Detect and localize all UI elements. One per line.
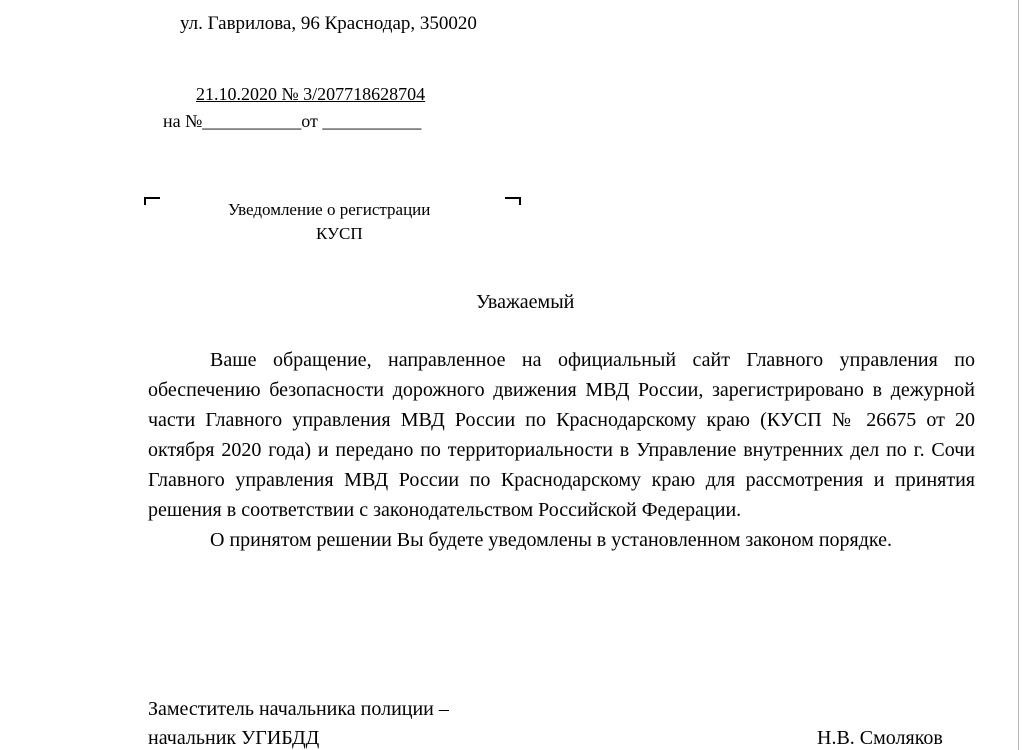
body-paragraph-2: О принятом решении Вы будете уведомлены в установленном законом порядке. bbox=[210, 529, 892, 551]
signer-position-line-2: начальник УГИБДД bbox=[148, 727, 320, 749]
subject-corner-left-mark bbox=[144, 197, 160, 205]
subject-line-1: Уведомление о регистрации bbox=[228, 200, 431, 219]
page-right-border bbox=[1018, 0, 1019, 750]
salutation: Уважаемый bbox=[476, 291, 575, 313]
subject-corner-right-mark bbox=[505, 197, 521, 205]
sender-address: ул. Гаврилова, 96 Краснодар, 350020 bbox=[180, 13, 477, 34]
subject-line-2: КУСП bbox=[316, 224, 363, 243]
registration-number: 21.10.2020 № 3/207718628704 bbox=[196, 84, 426, 104]
reference-line: на №___________от ___________ bbox=[163, 111, 422, 131]
signer-name: Н.В. Смоляков bbox=[817, 727, 943, 749]
letter-body bbox=[148, 345, 975, 555]
body-paragraph-1: Ваше обращение, направленное на официальный сайт Главного управления по обеспечению безопасности дорожного движения МВД России, зарегистрировано в дежурной части Главного управления МВД России по Краснодарскому краю (КУСП № 26675 от 20 октября 2020 года) и передано по территориальности в Управление внутренних дел по г. Сочи Главного управления МВД России по Краснодарскому краю для рассмотрения и принятия решения в соответствии с законодательством Российской Федерации. bbox=[148, 349, 975, 521]
signer-position-line-1: Заместитель начальника полиции – bbox=[148, 698, 449, 720]
